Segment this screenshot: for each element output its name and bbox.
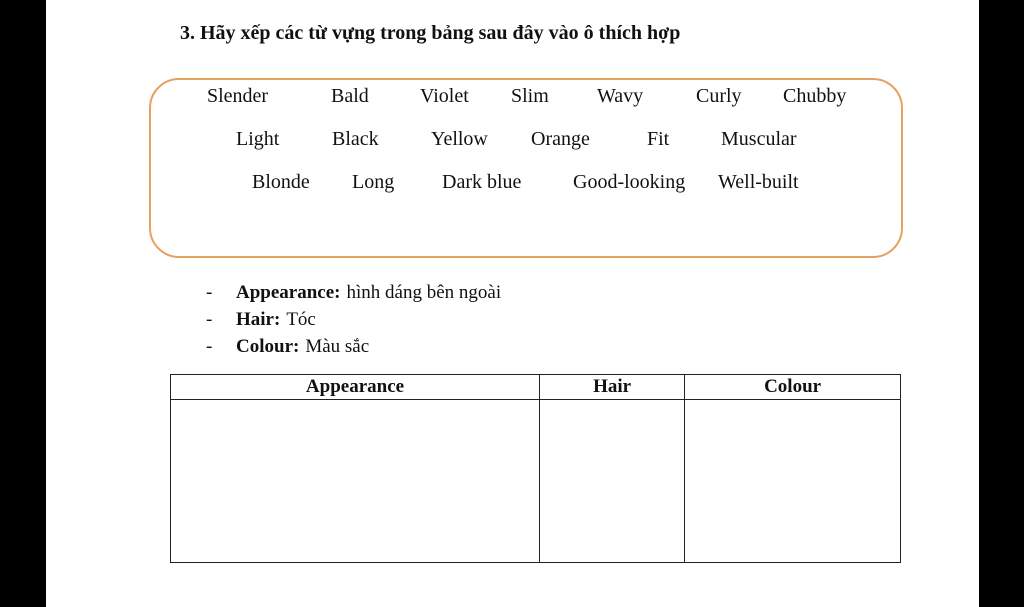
word-orange: Orange bbox=[531, 128, 590, 150]
document-page bbox=[46, 0, 979, 607]
word-muscular: Muscular bbox=[721, 128, 797, 150]
word-fit: Fit bbox=[647, 128, 670, 150]
word-black: Black bbox=[332, 128, 379, 150]
definition-meaning: hình dáng bên ngoài bbox=[346, 282, 502, 303]
word-yellow: Yellow bbox=[431, 128, 488, 150]
word-curly: Curly bbox=[696, 85, 742, 107]
word-bald: Bald bbox=[331, 85, 369, 107]
definition-meaning: Tóc bbox=[286, 309, 316, 330]
column-header-appearance: Appearance bbox=[171, 375, 540, 400]
word-blonde: Blonde bbox=[252, 171, 310, 193]
definition-item bbox=[206, 333, 501, 360]
word-slender: Slender bbox=[207, 85, 269, 107]
word-bank-box bbox=[149, 78, 903, 258]
definition-meaning: Màu sắc bbox=[305, 336, 370, 357]
word-dark-blue: Dark blue bbox=[442, 171, 522, 193]
appearance-answer-cell[interactable] bbox=[171, 400, 540, 563]
word-violet: Violet bbox=[420, 85, 469, 107]
table-header-row bbox=[171, 375, 901, 400]
exercise-title: 3. Hãy xếp các từ vựng trong bảng sau đây vào ô thích hợp bbox=[180, 22, 681, 44]
definition-list bbox=[206, 279, 501, 360]
word-light: Light bbox=[236, 128, 280, 150]
word-wavy: Wavy bbox=[597, 85, 644, 107]
word-good-looking: Good-looking bbox=[573, 171, 686, 193]
word-long: Long bbox=[352, 171, 395, 193]
bullet-dash: - bbox=[206, 282, 213, 303]
table-row bbox=[171, 400, 901, 563]
definition-term: Colour: bbox=[236, 336, 300, 357]
word-well-built: Well-built bbox=[718, 171, 799, 193]
hair-answer-cell[interactable] bbox=[540, 400, 685, 563]
column-header-colour: Colour bbox=[685, 375, 901, 400]
colour-answer-cell[interactable] bbox=[685, 400, 901, 563]
definition-item bbox=[206, 306, 501, 333]
column-header-hair: Hair bbox=[540, 375, 685, 400]
definition-term: Hair: bbox=[236, 309, 281, 330]
bullet-dash: - bbox=[206, 336, 213, 357]
definition-term: Appearance: bbox=[236, 282, 341, 303]
bullet-dash: - bbox=[206, 309, 213, 330]
word-chubby: Chubby bbox=[783, 85, 847, 107]
sorting-table bbox=[170, 374, 901, 563]
word-slim: Slim bbox=[511, 85, 549, 107]
definition-item bbox=[206, 279, 501, 306]
